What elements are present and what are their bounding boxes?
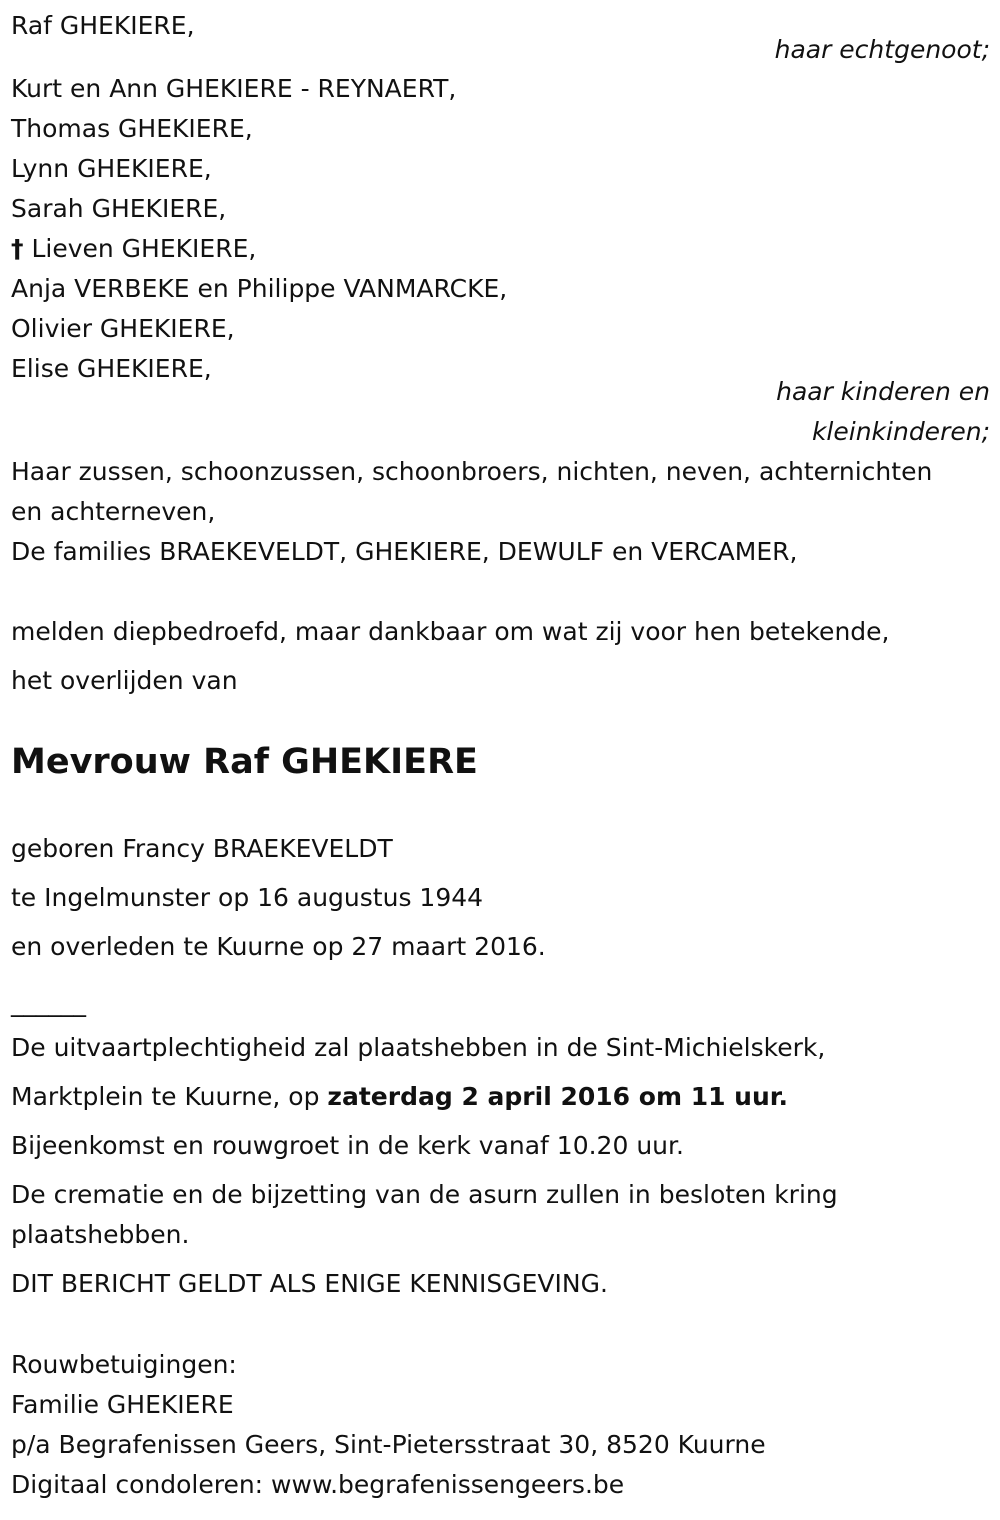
child-7: Olivier GHEKIERE, — [11, 314, 235, 343]
child-1: Kurt en Ann GHEKIERE - REYNAERT, — [11, 74, 457, 103]
death-place-date: en overleden te Kuurne op 27 maart 2016. — [11, 932, 546, 961]
condolences-family: Familie GHEKIERE — [11, 1390, 234, 1419]
ceremony-line5: plaatshebben. — [11, 1220, 190, 1249]
children-role-line2: kleinkinderen; — [811, 417, 990, 446]
spouse-name: Raf GHEKIERE, — [11, 11, 195, 40]
child-4: Sarah GHEKIERE, — [11, 194, 227, 223]
child-2: Thomas GHEKIERE, — [11, 114, 253, 143]
notice-line: DIT BERICHT GELDT ALS ENIGE KENNISGEVING. — [11, 1269, 608, 1298]
spouse-role: haar echtgenoot; — [774, 35, 990, 64]
separator: ______ — [11, 988, 86, 1017]
ceremony-line1: De uitvaartplechtigheid zal plaatshebben in de Sint-Michielskerk, — [11, 1033, 826, 1062]
condolences-online: Digitaal condoleren: www.begrafenissengeers.be — [11, 1470, 625, 1499]
relatives-line2: en achterneven, — [11, 497, 216, 526]
relatives-line1: Haar zussen, schoonzussen, schoonbroers, nichten, neven, achternichten — [11, 457, 933, 486]
ceremony-line4: De crematie en de bijzetting van de asurn zullen in besloten kring — [11, 1180, 838, 1209]
children-role-line1: haar kinderen en — [776, 377, 990, 406]
announcement-line2: het overlijden van — [11, 666, 238, 695]
condolences-heading: Rouwbetuigingen: — [11, 1350, 237, 1379]
birth-name: geboren Francy BRAEKEVELDT — [11, 834, 393, 863]
condolences-address: p/a Begrafenissen Geers, Sint-Pietersstraat 30, 8520 Kuurne — [11, 1430, 766, 1459]
child-6: Anja VERBEKE en Philippe VANMARCKE, — [11, 274, 508, 303]
child-3: Lynn GHEKIERE, — [11, 154, 212, 183]
ceremony-date-time: zaterdag 2 april 2016 om 11 uur. — [327, 1082, 789, 1111]
families-line: De families BRAEKEVELDT, GHEKIERE, DEWULF en VERCAMER, — [11, 537, 798, 566]
ceremony-line2 — [11, 1082, 788, 1112]
announcement-line1: melden diepbedroefd, maar dankbaar om wat zij voor hen betekende, — [11, 617, 890, 646]
birth-place-date: te Ingelmunster op 16 augustus 1944 — [11, 883, 484, 912]
ceremony-line2-prefix: Marktplein te Kuurne, op — [11, 1082, 328, 1111]
ceremony-line3: Bijeenkomst en rouwgroet in de kerk vanaf 10.20 uur. — [11, 1131, 684, 1160]
deceased-name: Mevrouw Raf GHEKIERE — [11, 742, 478, 782]
child-5 — [11, 234, 256, 264]
child-5-name: Lieven GHEKIERE, — [31, 234, 257, 263]
cross-icon: † — [11, 234, 24, 263]
child-8: Elise GHEKIERE, — [11, 354, 212, 383]
